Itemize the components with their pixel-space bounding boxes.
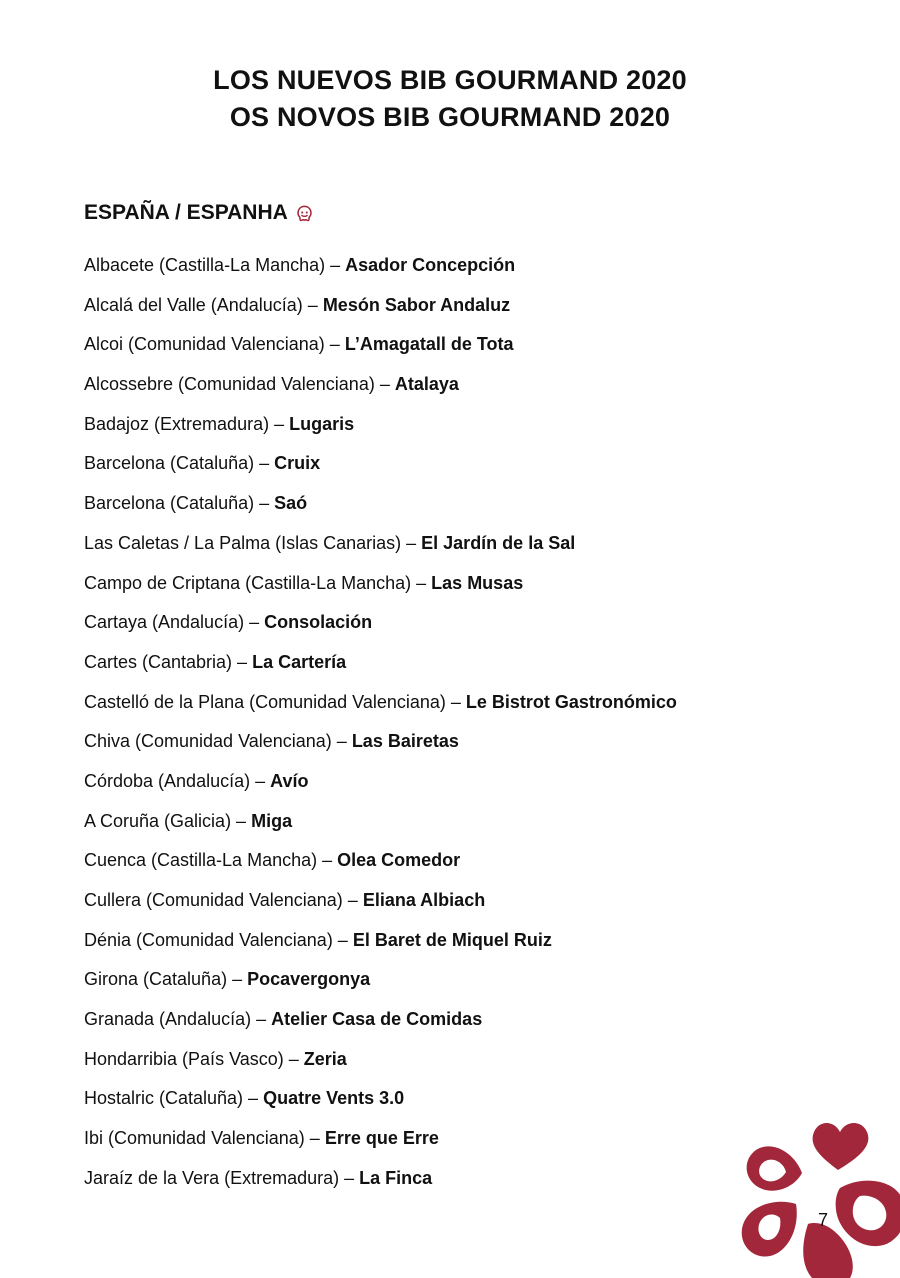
- list-item: [84, 1165, 677, 1205]
- list-item: [84, 927, 677, 967]
- entry-restaurant: Avío: [270, 770, 309, 791]
- entry-place: Hondarribia (País Vasco) –: [84, 1048, 304, 1069]
- entry-restaurant: Le Bistrot Gastronómico: [465, 691, 677, 712]
- page-number: 7: [817, 1210, 828, 1230]
- michelin-flower-icon: [720, 1118, 900, 1278]
- page-title: [0, 62, 900, 136]
- list-item: [84, 808, 677, 848]
- list-item: [84, 530, 677, 570]
- list-item: [84, 887, 677, 927]
- entry-place: Cartes (Cantabria) –: [84, 651, 253, 672]
- list-item: [84, 331, 677, 371]
- section-heading: [84, 199, 314, 227]
- section-heading-text: ESPAÑA / ESPANHA: [84, 201, 288, 224]
- entry-restaurant: Consolación: [264, 612, 373, 633]
- list-item: [84, 490, 677, 530]
- entry-place: Girona (Cataluña) –: [84, 969, 248, 990]
- entry-restaurant: L’Amagatall de Tota: [344, 334, 514, 355]
- entry-place: Barcelona (Cataluña) –: [84, 493, 275, 514]
- entry-restaurant: Lugaris: [289, 413, 355, 434]
- entry-restaurant: Miga: [251, 810, 293, 831]
- title-line-spanish: LOS NUEVOS BIB GOURMAND 2020: [213, 65, 687, 95]
- entry-place: Granada (Andalucía) –: [84, 1009, 272, 1030]
- list-item: [84, 371, 677, 411]
- list-item: [84, 649, 677, 689]
- restaurant-list: [84, 252, 677, 1205]
- list-item: [84, 609, 677, 649]
- entry-restaurant: Saó: [274, 493, 308, 514]
- entry-restaurant: Olea Comedor: [337, 850, 461, 871]
- list-item: [84, 966, 677, 1006]
- list-item: [84, 728, 677, 768]
- entry-place: Hostalric (Cataluña) –: [84, 1088, 264, 1109]
- list-item: [84, 689, 677, 729]
- list-item: [84, 847, 677, 887]
- entry-place: Ibi (Comunidad Valenciana) –: [84, 1128, 325, 1149]
- list-item: [84, 292, 677, 332]
- title-line-portuguese: OS NOVOS BIB GOURMAND 2020: [229, 102, 671, 132]
- list-item: [84, 1125, 677, 1165]
- entry-place: Albacete (Castilla-La Mancha) –: [84, 255, 346, 275]
- entry-restaurant: El Jardín de la Sal: [421, 532, 576, 553]
- entry-place: Dénia (Comunidad Valenciana) –: [84, 929, 353, 950]
- entry-place: Alcoi (Comunidad Valenciana) –: [84, 334, 345, 355]
- list-item: [84, 450, 677, 490]
- entry-place: Barcelona (Cataluña) –: [84, 453, 275, 474]
- entry-place: Chiva (Comunidad Valenciana) –: [84, 731, 352, 752]
- list-item: [84, 252, 677, 292]
- entry-place: Cartaya (Andalucía) –: [84, 612, 265, 633]
- entry-place: Badajoz (Extremadura) –: [84, 413, 290, 434]
- entry-restaurant: La Finca: [359, 1167, 433, 1188]
- entry-restaurant: Las Musas: [431, 572, 524, 593]
- entry-place: A Coruña (Galicia) –: [84, 810, 252, 831]
- entry-restaurant: Zeria: [303, 1048, 347, 1069]
- entry-restaurant: La Cartería: [252, 651, 347, 672]
- bib-gourmand-icon: [295, 204, 314, 223]
- entry-restaurant: Pocavergonya: [247, 969, 371, 990]
- list-item: [84, 1085, 677, 1125]
- entry-place: Castelló de la Plana (Comunidad Valenciana) –: [84, 691, 466, 712]
- entry-place: Alcossebre (Comunidad Valenciana) –: [84, 374, 395, 395]
- entry-restaurant: El Baret de Miquel Ruiz: [352, 929, 552, 950]
- entry-place: Jaraíz de la Vera (Extremadura) –: [84, 1167, 360, 1188]
- entry-place: Campo de Criptana (Castilla-La Mancha) –: [84, 572, 432, 593]
- entry-place: Cullera (Comunidad Valenciana) –: [84, 890, 363, 910]
- entry-restaurant: Atelier Casa de Comidas: [271, 1009, 483, 1030]
- entry-restaurant: Atalaya: [394, 374, 459, 395]
- entry-place: Córdoba (Andalucía) –: [84, 770, 271, 791]
- entry-restaurant: Quatre Vents 3.0: [263, 1088, 405, 1109]
- entry-place: Cuenca (Castilla-La Mancha) –: [84, 850, 338, 871]
- list-item: [84, 1006, 677, 1046]
- entry-restaurant: Mesón Sabor Andaluz: [322, 294, 511, 315]
- entry-restaurant: Asador Concepción: [345, 255, 516, 275]
- entry-restaurant: Erre que Erre: [324, 1128, 439, 1149]
- entry-place: Las Caletas / La Palma (Islas Canarias) –: [84, 532, 422, 553]
- entry-place: Alcalá del Valle (Andalucía) –: [84, 294, 323, 315]
- entry-restaurant: Eliana Albiach: [362, 890, 486, 910]
- list-item: [84, 411, 677, 451]
- list-item: [84, 570, 677, 610]
- entry-restaurant: Cruix: [274, 453, 321, 474]
- list-item: [84, 768, 677, 808]
- entry-restaurant: Las Bairetas: [351, 731, 459, 752]
- list-item: [84, 1046, 677, 1086]
